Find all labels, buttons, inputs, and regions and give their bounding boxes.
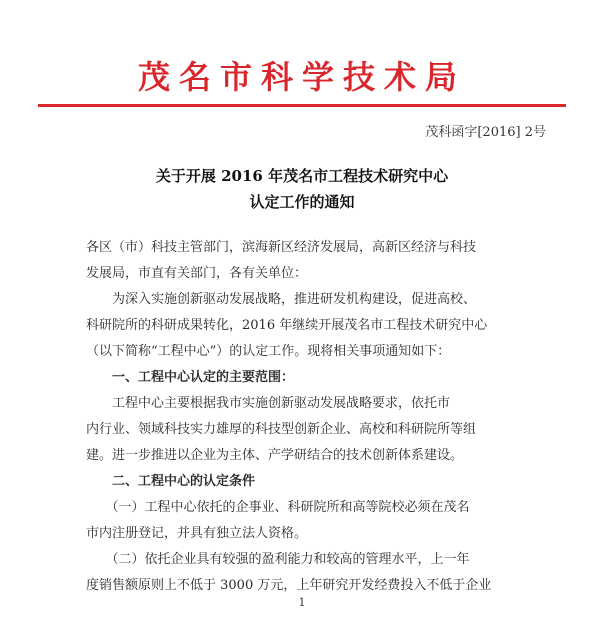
- text-line: 发展局，市直有关部门，各有关单位：: [86, 266, 308, 281]
- text-line: 工程中心主要根据我市实施创新驱动发展战略要求，依托市: [86, 396, 451, 411]
- text-line: （二）依托企业具有较强的盈利能力和较高的管理水平，上一年: [86, 552, 470, 567]
- addressee-paragraph: [86, 235, 520, 599]
- page-number: 1: [298, 596, 306, 609]
- title-line-2: 认定工作的通知: [249, 193, 355, 211]
- text-line: 各区（市）科技主管部门，滨海新区经济发展局，高新区经济与科技: [86, 240, 477, 255]
- text-line: 市内注册登记，并具有独立法人资格。: [86, 526, 308, 541]
- text-line: 度销售额原则上不低于 3000 万元，上年研究开发经费投入不低于企业: [86, 578, 492, 593]
- text-line: （以下简称“工程中心”）的认定工作。现将相关事项通知如下：: [86, 344, 451, 359]
- section-2-heading: 二、工程中心的认定条件: [86, 474, 256, 489]
- document-number: 茂科函字[2016] 2号: [425, 125, 546, 140]
- text-line: 内行业、领域科技实力雄厚的科技型创新企业、高校和科研院所等组: [86, 422, 477, 437]
- letterhead-org-name: 茂名市科学技术局: [137, 58, 466, 96]
- text-line: 为深入实施创新驱动发展战略，推进研发机构建设，促进高校、: [86, 292, 477, 307]
- letterhead-red-rule: [38, 104, 566, 107]
- text-line: 科研院所的科研成果转化，2016 年继续开展茂名市工程技术研究中心: [86, 318, 488, 333]
- text-line: 建。进一步推进以企业为主体、产学研结合的技术创新体系建设。: [86, 448, 464, 463]
- title-line-1: 关于开展 2016 年茂名市工程技术研究中心: [155, 167, 449, 185]
- section-1-heading: 一、工程中心认定的主要范围：: [86, 370, 295, 385]
- text-line: （一）工程中心依托的企事业、科研院所和高等院校必须在茂名: [86, 500, 470, 515]
